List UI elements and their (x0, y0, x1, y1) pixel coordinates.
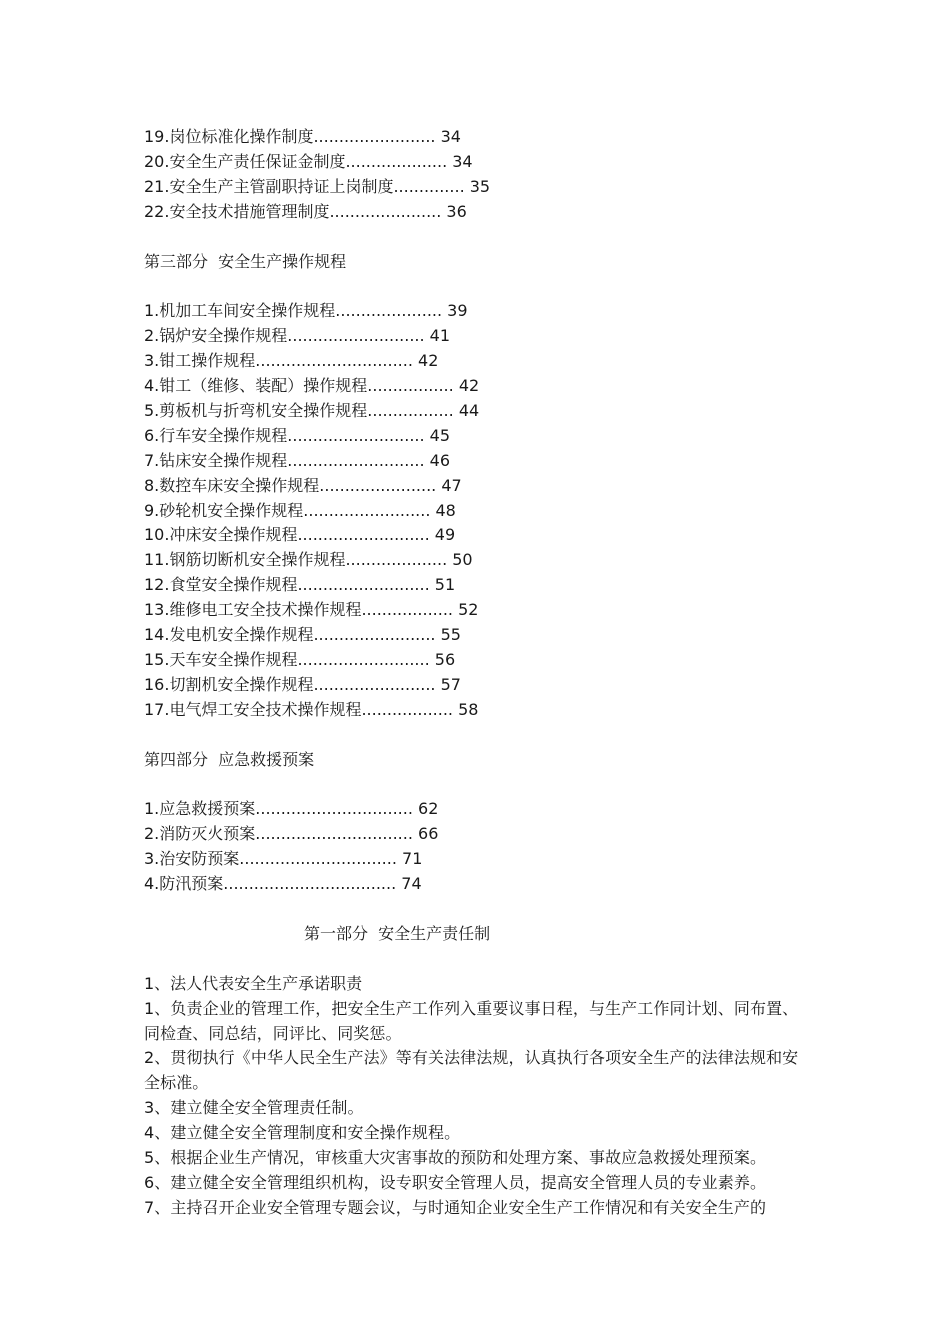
toc-entry: 2.消防灭火预案............................... 66 (144, 824, 439, 844)
toc-entry: 3.钳工操作规程............................... 42 (144, 351, 439, 371)
toc-entry: 16.切割机安全操作规程........................ 57 (144, 674, 461, 694)
duty-paragraph: 4、建立健全安全管理制度和安全操作规程。 (144, 1123, 461, 1143)
spacer (144, 723, 814, 748)
toc-entry: 19.岗位标准化操作制度........................ 34 (144, 127, 461, 146)
toc-entry: 11.钢筋切断机安全操作规程.................... 50 (144, 550, 473, 570)
section-subtitle: 1、法人代表安全生产承诺职责 (144, 973, 363, 993)
spacer (144, 947, 814, 972)
toc-entry: 10.冲床安全操作规程.......................... 49 (144, 525, 456, 545)
spacer (144, 773, 814, 798)
document-body (144, 125, 814, 1221)
part3-heading: 第三部分 安全生产操作规程 (144, 251, 347, 271)
toc-entry: 5.剪板机与折弯机安全操作规程................. 44 (144, 400, 480, 420)
spacer (144, 225, 814, 250)
toc-entry: 20.安全生产责任保证金制度.................... 34 (144, 151, 473, 171)
spacer (144, 897, 814, 922)
toc-entry: 15.天车安全操作规程.......................... 56 (144, 650, 456, 669)
toc-part4 (144, 797, 814, 897)
toc-entry: 8.数控车床安全操作规程....................... 47 (144, 475, 462, 495)
toc-entry: 7.钻床安全操作规程........................... 46 (144, 450, 451, 470)
toc-entry: 17.电气焊工安全技术操作规程.................. 58 (144, 699, 479, 719)
toc-entry: 21.安全生产主管副职持证上岗制度.............. 35 (144, 176, 491, 196)
duty-paragraph: 3、建立健全安全管理责任制。 (144, 1098, 364, 1118)
duty-paragraph: 1、负责企业的管理工作，把安全生产工作列入重要议事日程，与生产工作同计划、同布置、同检查、同总结，同评比、同奖惩。 (144, 998, 799, 1043)
toc-entry: 9.砂轮机安全操作规程......................... 48 (144, 500, 456, 520)
duty-paragraph: 7、主持召开企业安全管理专题会议，与时通知企业安全生产工作情况和有关安全生产的 (144, 1197, 767, 1217)
toc-entry: 14.发电机安全操作规程........................ 55 (144, 625, 461, 645)
toc-entry: 3.治安防预案............................... 71 (144, 849, 423, 869)
toc-part2-tail (144, 125, 814, 225)
toc-entry: 2.锅炉安全操作规程........................... 41 (144, 326, 451, 346)
duty-paragraph: 5、根据企业生产情况，审核重大灾害事故的预防和处理方案、事故应急救援处理预案。 (144, 1148, 767, 1168)
toc-part3 (144, 299, 814, 722)
toc-entry: 12.食堂安全操作规程.......................... 51 (144, 575, 456, 595)
toc-entry: 4.防汛预案.................................. 74 (144, 874, 422, 894)
toc-entry: 6.行车安全操作规程........................... 45 (144, 425, 451, 445)
duty-paragraph: 6、建立健全安全管理组织机构，设专职安全管理人员，提高安全管理人员的专业素养。 (144, 1172, 767, 1192)
spacer (144, 274, 814, 299)
part4-heading: 第四部分 应急救援预案 (144, 749, 315, 769)
duty-list (144, 997, 814, 1221)
part1-heading: 第一部分 安全生产责任制 (304, 923, 491, 943)
duty-paragraph: 2、贯彻执行《中华人民全生产法》等有关法律法规，认真执行各项安全生产的法律法规和安全标准。 (144, 1048, 799, 1093)
toc-entry: 1.机加工车间安全操作规程..................... 39 (144, 301, 468, 321)
toc-entry: 13.维修电工安全技术操作规程.................. 52 (144, 600, 479, 620)
toc-entry: 4.钳工（维修、装配）操作规程................. 42 (144, 376, 480, 396)
toc-entry: 1.应急救援预案............................... 62 (144, 799, 439, 819)
toc-entry: 22.安全技术措施管理制度...................... 36 (144, 201, 467, 221)
